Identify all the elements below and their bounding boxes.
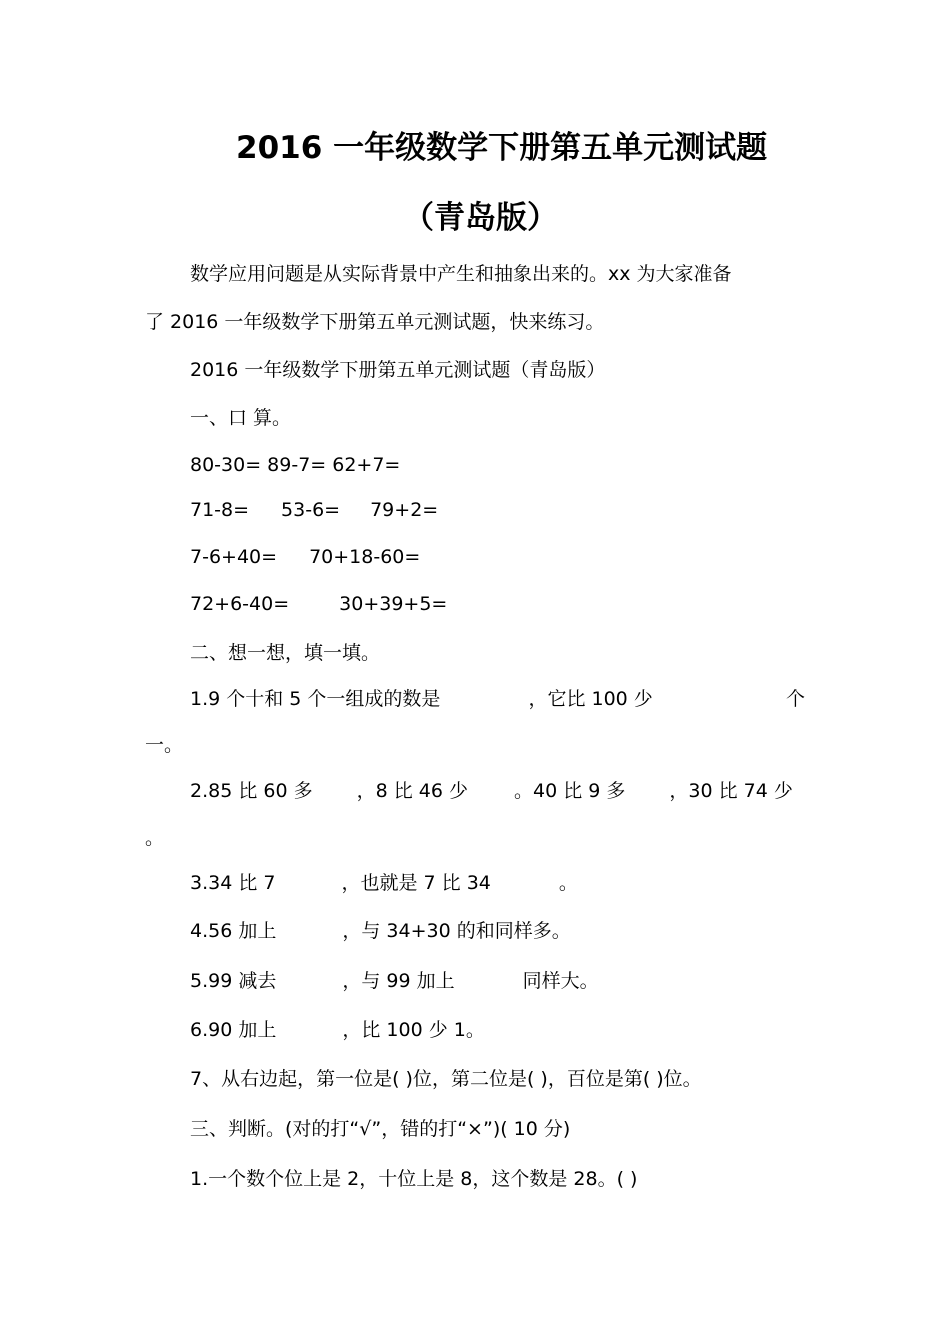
question-text: 4.56 加上 xyxy=(190,920,277,942)
question-text: 同样大。 xyxy=(522,970,599,992)
arith-item: 53-6= xyxy=(281,499,341,521)
question-text: ，30 比 74 少 xyxy=(669,780,793,802)
section-1-heading: 一、口 算。 xyxy=(190,407,292,429)
question-text: 1.9 个十和 5 个一组成的数是 xyxy=(190,688,441,710)
arith-row-1: 80-30= 89-7= 62+7= xyxy=(190,454,401,476)
question-text: 3.34 比 7 xyxy=(190,872,276,894)
question-text: ，与 34+30 的和同样多。 xyxy=(342,920,571,942)
question-text: ，比 100 少 1。 xyxy=(342,1019,485,1041)
arith-item: 7-6+40= xyxy=(190,546,278,568)
fill-question-4 xyxy=(190,919,571,943)
question-text: 一。 xyxy=(145,734,184,756)
fill-question-3 xyxy=(190,871,578,895)
section-3-heading: 三、判断。(对的打“√”，错的打“×”)( 10 分) xyxy=(190,1118,571,1140)
arith-row-3 xyxy=(190,545,420,569)
arith-item: 30+39+5= xyxy=(339,593,448,615)
question-text: 。40 比 9 多 xyxy=(514,780,626,802)
fill-question-6 xyxy=(190,1018,485,1042)
fill-question-2 xyxy=(190,779,793,803)
question-text: ，也就是 7 比 34 xyxy=(341,872,491,894)
fill-question-1 xyxy=(190,687,653,711)
question-text: ，它比 100 少 xyxy=(528,688,653,710)
intro-paragraph-line-2: 了 2016 一年级数学下册第五单元测试题，快来练习。 xyxy=(145,311,605,333)
question-text: ，与 99 加上 xyxy=(342,970,455,992)
test-subtitle: 2016 一年级数学下册第五单元测试题（青岛版） xyxy=(190,359,606,381)
section-2-heading: 二、想一想，填一填。 xyxy=(190,642,381,664)
question-text: ，8 比 46 少 xyxy=(356,780,468,802)
question-text: 2.85 比 60 多 xyxy=(190,780,313,802)
arith-item: 79+2= xyxy=(370,499,439,521)
document-title-edition: （青岛版） xyxy=(403,200,558,236)
question-text: 个 xyxy=(786,688,806,710)
arith-item: 71-8= xyxy=(190,499,250,521)
question-text: 5.99 减去 xyxy=(190,970,277,992)
arith-row-4 xyxy=(190,592,447,616)
intro-paragraph-line-1: 数学应用问题是从实际背景中产生和抽象出来的。xx 为大家准备 xyxy=(190,263,732,285)
fill-question-5 xyxy=(190,969,599,993)
arith-row-2 xyxy=(190,498,438,522)
document-title: 2016 一年级数学下册第五单元测试题 xyxy=(236,130,768,166)
judge-question-1: 1.一个数个位上是 2，十位上是 8，这个数是 28。( ) xyxy=(190,1168,638,1190)
question-text: 6.90 加上 xyxy=(190,1019,277,1041)
question-text: 。 xyxy=(558,872,578,894)
arith-item: 72+6-40= xyxy=(190,593,290,615)
fill-question-7: 7、从右边起，第一位是( )位，第二位是( )，百位是第( )位。 xyxy=(190,1068,702,1090)
arith-item: 70+18-60= xyxy=(309,546,421,568)
question-text: 。 xyxy=(145,827,165,849)
